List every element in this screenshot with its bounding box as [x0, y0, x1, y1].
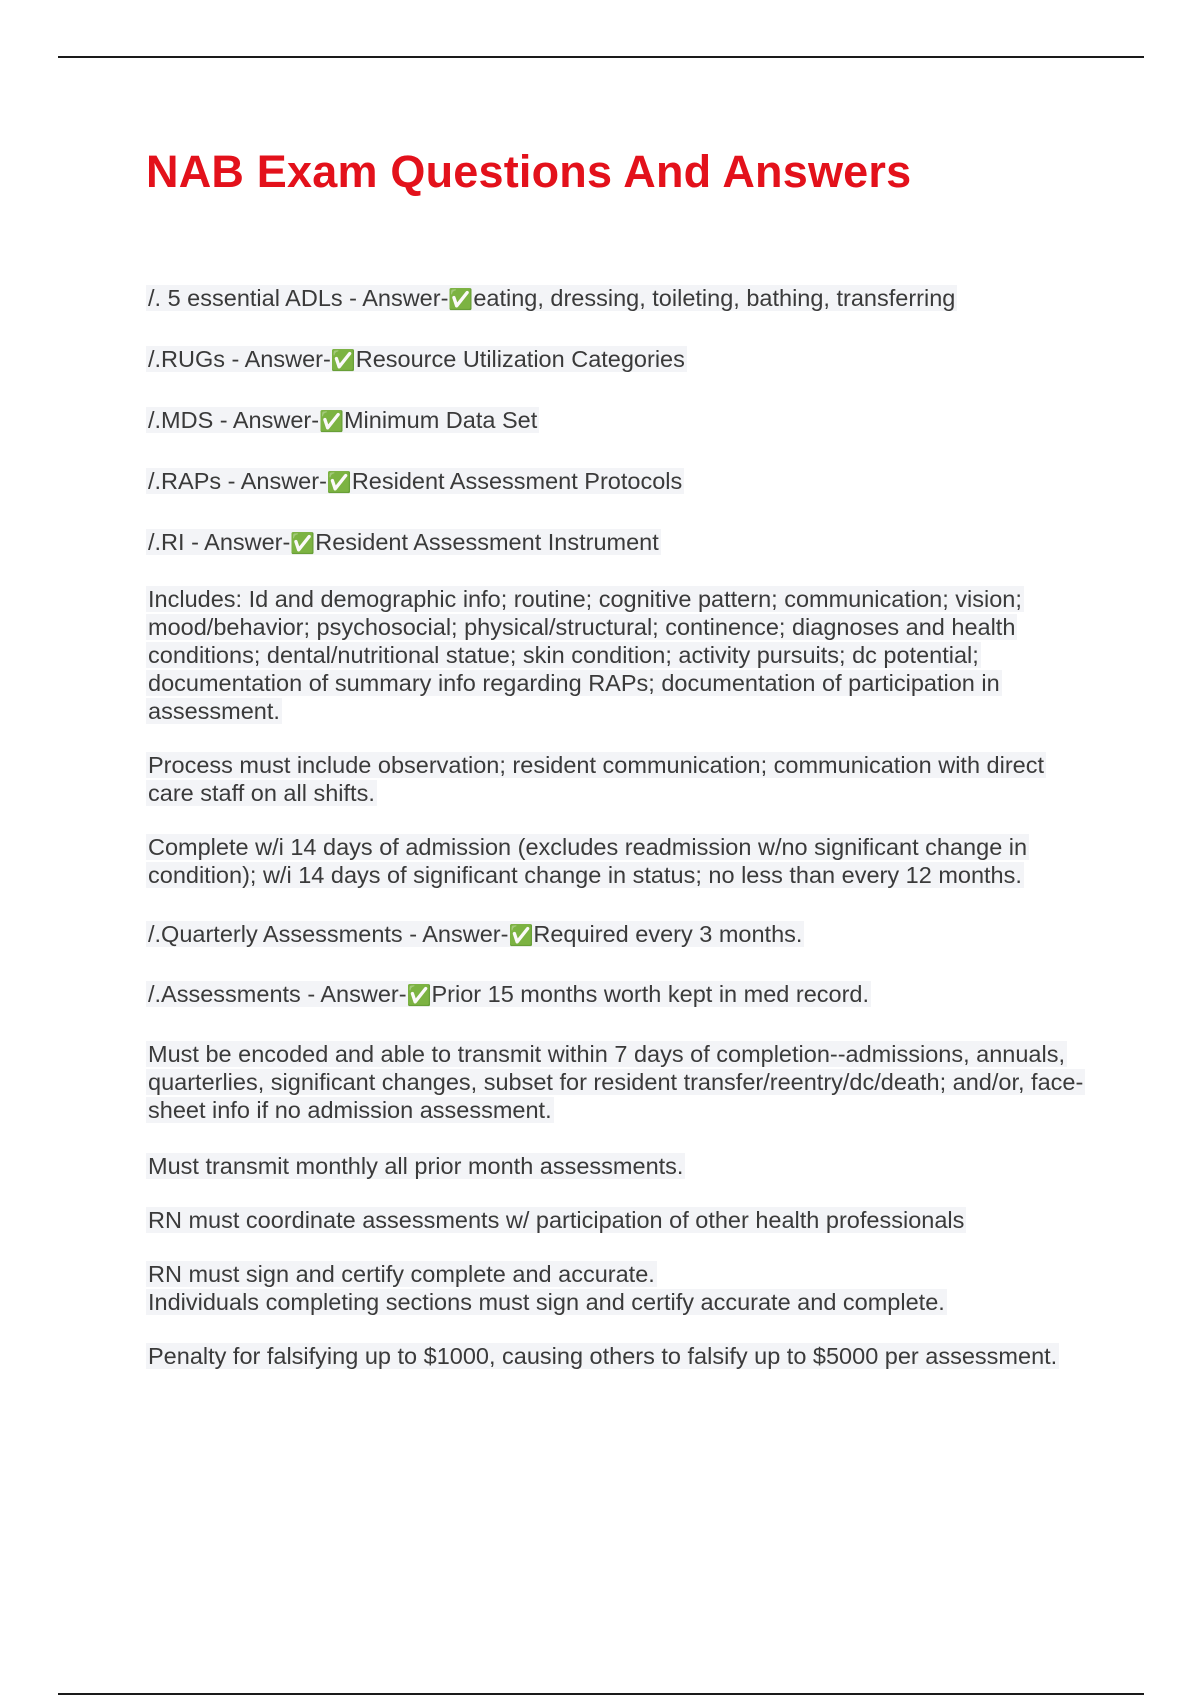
qa-item	[146, 920, 1096, 949]
answer-text: Required every 3 months.	[533, 921, 803, 947]
check-icon: ✅	[330, 348, 356, 372]
answer-text: eating, dressing, toileting, bathing, transferring	[473, 285, 956, 311]
paragraph	[146, 751, 1096, 807]
question-text: /.RI - Answer-	[148, 529, 291, 555]
paragraph	[146, 1152, 1096, 1180]
top-rule	[58, 56, 1144, 58]
answer-text: Resource Utilization Categories	[355, 346, 685, 372]
paragraph-text: Includes: Id and demographic info; routine; cognitive pattern; communication; vision; mood/behavior; psychosocial; physical/structural; continence; diagnoses and health conditions; dental/nutritional statue; skin condition; activity pursuits; dc potential; documentation of summary info regarding RAPs; documentation of participation in assessment.	[148, 586, 1022, 724]
qa-item	[146, 406, 1096, 435]
check-icon: ✅	[326, 470, 352, 494]
paragraph	[146, 1040, 1096, 1124]
question-text: /.Assessments - Answer-	[148, 981, 407, 1007]
qa-item	[146, 528, 1096, 557]
paragraph-text: Process must include observation; resident communication; communication with direct care staff on all shifts.	[148, 752, 1045, 806]
paragraph-text: Must be encoded and able to transmit within 7 days of completion--admissions, annuals, quarterlies, significant changes, subset for resident transfer/reentry/dc/death; and/or, face-sheet info if no admission assessment.	[148, 1041, 1084, 1123]
answer-text: Resident Assessment Instrument	[315, 529, 659, 555]
check-icon: ✅	[290, 531, 316, 555]
question-text: /. 5 essential ADLs - Answer-	[148, 285, 449, 311]
document-body	[146, 284, 1096, 1370]
bottom-rule	[58, 1693, 1144, 1695]
paragraph	[146, 1342, 1096, 1370]
paragraph	[146, 1260, 1096, 1316]
qa-item	[146, 467, 1096, 496]
question-text: /.RUGs - Answer-	[148, 346, 331, 372]
document-title: NAB Exam Questions And Answers	[146, 146, 912, 197]
check-icon: ✅	[319, 409, 344, 433]
paragraph	[146, 833, 1096, 889]
check-icon: ✅	[448, 287, 474, 311]
paragraph-text: RN must sign and certify complete and accurate.	[148, 1261, 655, 1287]
question-text: /.MDS - Answer-	[148, 407, 320, 433]
answer-text: Minimum Data Set	[343, 407, 538, 433]
paragraph-text: Must transmit monthly all prior month assessments.	[148, 1153, 684, 1179]
paragraph	[146, 585, 1096, 725]
qa-item	[146, 345, 1096, 374]
check-icon: ✅	[508, 923, 534, 947]
question-text: /.Quarterly Assessments - Answer-	[148, 921, 509, 947]
question-text: /.RAPs - Answer-	[148, 468, 327, 494]
paragraph-text: Individuals completing sections must sign and certify accurate and complete.	[148, 1289, 945, 1315]
qa-item	[146, 284, 1096, 313]
paragraph-text: Penalty for falsifying up to $1000, causing others to falsify up to $5000 per assessment.	[148, 1343, 1058, 1369]
paragraph-text: RN must coordinate assessments w/ participation of other health professionals	[148, 1207, 965, 1233]
answer-text: Resident Assessment Protocols	[351, 468, 683, 494]
check-icon: ✅	[406, 983, 432, 1007]
paragraph	[146, 1206, 1096, 1234]
paragraph-text: Complete w/i 14 days of admission (excludes readmission w/no significant change in condition); w/i 14 days of significant change in status; no less than every 12 months.	[148, 834, 1028, 888]
qa-item	[146, 980, 1096, 1009]
answer-text: Prior 15 months worth kept in med record.	[431, 981, 870, 1007]
